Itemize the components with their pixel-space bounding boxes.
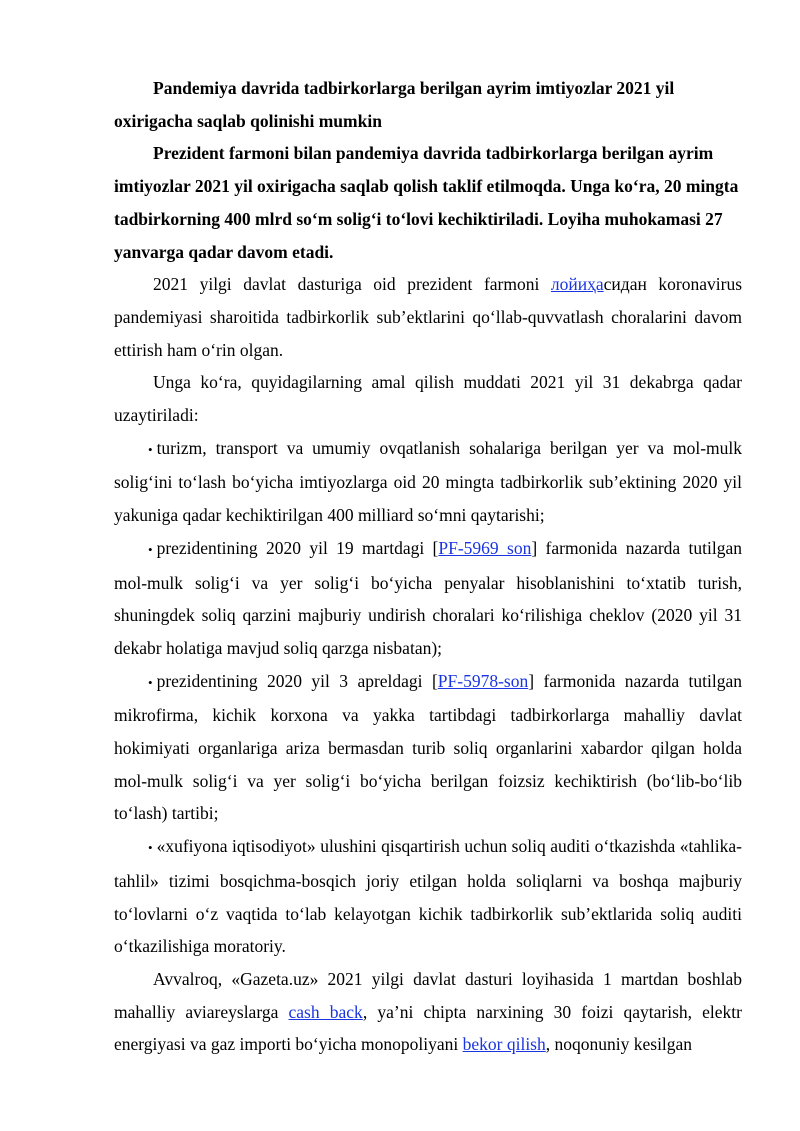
- bullet-dot-icon: •: [148, 541, 153, 557]
- bullet-item-1: [114, 432, 742, 532]
- paragraph-3: [114, 963, 742, 1061]
- paragraph-1-text-before: 2021 yilgi davlat dasturiga oid prezident farmoni: [153, 274, 551, 295]
- article-headline: Pandemiya davrida tadbirkorlarga berilgan ayrim imtiyozlar 2021 yil oxirigacha saqlab qolinishi mumkin: [114, 78, 675, 131]
- bullet-2-text-after: ] farmonida nazarda tutilgan mol-mulk solig‘i va yer solig‘i bo‘yicha penyalar hisoblanishini to‘xtatib turish, shuningdek soliq qarzini majburiy undirish choralari ko‘rilishiga cheklov (2020 yil 31 dekabr holatiga mavjud soliq qarzga nisbatan);: [114, 537, 742, 658]
- bullet-2-text-before: prezidentining 2020 yil 19 martdagi [: [156, 537, 439, 558]
- pf-5978-link[interactable]: PF-5978-son: [437, 670, 529, 691]
- cash-back-link[interactable]: cash back: [288, 1001, 363, 1022]
- document-page: [114, 72, 742, 1061]
- pf-5969-link[interactable]: PF-5969 son: [438, 537, 532, 558]
- bullet-3-text-after: ] farmonida nazarda tutilgan mikrofirma, kichik korxona va yakka tartibdagi tadbirkorlarga mahalliy davlat hokimiyati organlariga ariza bermasdan turib soliq organlarini xabardor qilgan holda mol-mulk solig‘i va yer solig‘i bo‘yicha berilgan foizsiz kechiktirish (bo‘lib-bo‘lib to‘lash) tartibi;: [114, 670, 743, 824]
- loyiha-link[interactable]: лойиҳа: [550, 274, 604, 295]
- paragraph-2: Unga ko‘ra, quyidagilarning amal qilish muddati 2021 yil 31 dekabrga qadar uzaytiriladi:: [114, 372, 742, 426]
- bekor-qilish-link[interactable]: bekor qilish: [462, 1034, 546, 1055]
- bullet-item-3: [114, 665, 742, 831]
- bullet-item-2: [114, 532, 742, 665]
- bullet-dot-icon: •: [148, 441, 153, 457]
- bullet-dot-icon: •: [148, 674, 153, 690]
- bullet-1-text: turizm, transport va umumiy ovqatlanish sohalariga berilgan yer va mol-mulk solig‘ini to‘lash bo‘yicha imtiyozlarga oid 20 mingta tadbirkorlik sub’ektining 2020 yil yakuniga qadar kechiktirilgan 400 milliard so‘mni qaytarishi;: [114, 437, 742, 526]
- bullet-item-4: [114, 830, 742, 963]
- bullet-4-text: «xufiyona iqtisodiyot» ulushini qisqartirish uchun soliq auditi o‘tkazishda «tahlika-tahlil» tizimi bosqichma-bosqich joriy etilgan holda soliqlarni va boshqa majburiy to‘lovlarni o‘z vaqtida to‘lab kelayotgan kichik tadbirkorlik sub’ektlarida soliq auditi o‘tkazilishiga moratoriy.: [114, 836, 742, 957]
- paragraph-3-part-1: Avvalroq, «Gazeta.uz» 2021 yilgi davlat dasturi loyihasida 1 martdan boshlab mahalliy aviareyslarga: [114, 968, 742, 1022]
- paragraph-1: [114, 268, 742, 366]
- article-lead: Prezident farmoni bilan pandemiya davrida tadbirkorlarga berilgan ayrim imtiyozlar 2021 yil oxirigacha saqlab qolish taklif etilmoqda. Unga ko‘ra, 20 mingta tadbirkorning 400 mlrd so‘m solig‘i to‘lovi kechiktiriladi. Loyiha muhokamasi 27 yanvarga qadar davom etadi.: [114, 143, 739, 262]
- paragraph-1-text-after: сидан koronavirus pandemiyasi sharoitida tadbirkorlik sub’ektlarini qo‘llab-quvvatlash choralarini davom ettirish ham o‘rin olgan.: [114, 274, 743, 360]
- paragraph-3-part-3: , noqonuniy kesilgan: [545, 1034, 693, 1055]
- bullet-dot-icon: •: [148, 840, 153, 856]
- bullet-3-text-before: prezidentining 2020 yil 3 apreldagi [: [156, 670, 438, 691]
- paragraph-3-part-2: , ya’ni chipta narxining 30 foizi qaytarish, elektr energiyasi va gaz importi bo‘yicha monopoliyani: [114, 1001, 742, 1055]
